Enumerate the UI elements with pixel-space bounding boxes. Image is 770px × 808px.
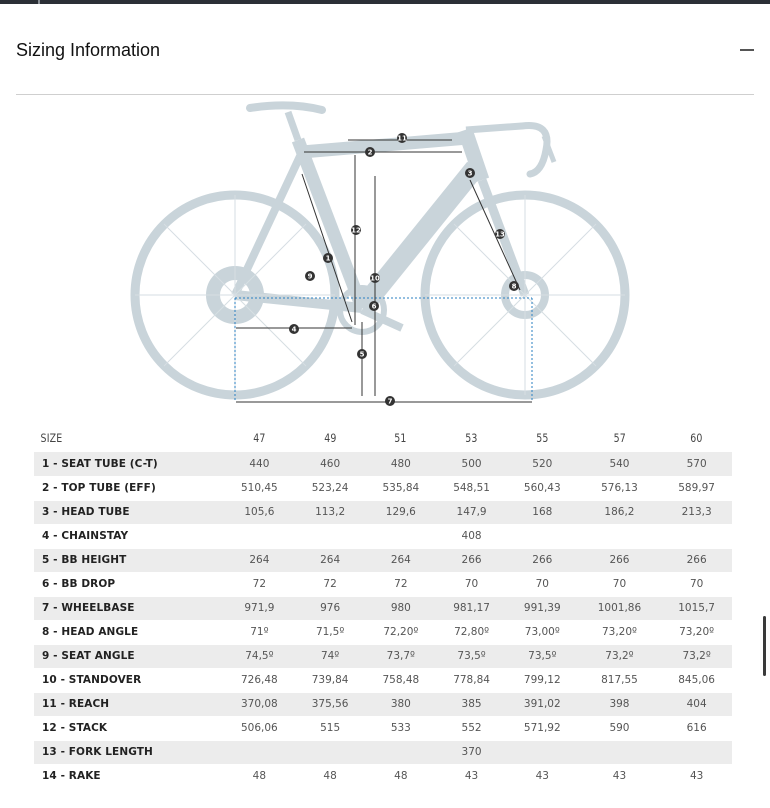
table-row [34, 596, 732, 620]
cell-value: 74,5º [224, 644, 295, 668]
cell-value: 73,20º [578, 620, 662, 644]
cell-value: 540 [578, 452, 662, 476]
cell-value: 72 [295, 572, 366, 596]
size-header: SIZE [40, 431, 63, 445]
size-column-header: 53 [465, 431, 478, 445]
cell-value: 533 [365, 716, 436, 740]
cell-value: 70 [578, 572, 662, 596]
row-label: 4 - CHAINSTAY [34, 524, 224, 548]
seatstay-tube [235, 152, 302, 295]
row-label: 3 - HEAD TUBE [34, 500, 224, 524]
cell-value: 589,97 [661, 476, 732, 500]
row-label: 2 - TOP TUBE (EFF) [34, 476, 224, 500]
cell-value: 571,92 [507, 716, 578, 740]
cell-value: 739,84 [295, 668, 366, 692]
row-label: 7 - WHEELBASE [34, 596, 224, 620]
cell-value: 1001,86 [578, 596, 662, 620]
svg-text:7: 7 [387, 397, 393, 406]
cell-value: 43 [661, 764, 732, 788]
table-row [34, 716, 732, 740]
cell-value: 385 [436, 692, 507, 716]
cell-value [224, 740, 295, 764]
svg-text:5: 5 [359, 350, 365, 359]
cell-value: 71,5º [295, 620, 366, 644]
row-label: 1 - SEAT TUBE (C-T) [34, 452, 224, 476]
cell-value: 440 [224, 452, 295, 476]
cell-value: 70 [507, 572, 578, 596]
cell-value: 460 [295, 452, 366, 476]
cell-value: 213,3 [661, 500, 732, 524]
cell-value [507, 524, 578, 548]
table-header-row [34, 424, 732, 452]
cell-value: 404 [661, 692, 732, 716]
cell-value: 375,56 [295, 692, 366, 716]
cell-value: 480 [365, 452, 436, 476]
bike-geometry-diagram [130, 100, 640, 410]
cell-value: 70 [661, 572, 732, 596]
cell-value: 971,9 [224, 596, 295, 620]
cell-value: 523,24 [295, 476, 366, 500]
cell-value: 73,7º [365, 644, 436, 668]
cell-value: 500 [436, 452, 507, 476]
cell-value: 535,84 [365, 476, 436, 500]
size-column-header: 55 [536, 431, 549, 445]
row-label: 8 - HEAD ANGLE [34, 620, 224, 644]
svg-text:4: 4 [291, 325, 297, 334]
vertical-scrollbar[interactable] [763, 616, 766, 676]
table-row [34, 692, 732, 716]
row-label: 12 - STACK [34, 716, 224, 740]
table-row [34, 476, 732, 500]
saddle [250, 105, 322, 110]
cell-value: 778,84 [436, 668, 507, 692]
cell-value: 264 [365, 548, 436, 572]
svg-text:8: 8 [511, 282, 517, 291]
cell-value: 48 [295, 764, 366, 788]
cell-value: 510,45 [224, 476, 295, 500]
cell-value: 380 [365, 692, 436, 716]
table-row [34, 620, 732, 644]
cell-value: 590 [578, 716, 662, 740]
cell-value: 799,12 [507, 668, 578, 692]
collapse-minus-icon[interactable] [740, 49, 754, 51]
cell-value: 43 [578, 764, 662, 788]
cell-value: 71º [224, 620, 295, 644]
cell-value: 48 [365, 764, 436, 788]
row-label: 13 - FORK LENGTH [34, 740, 224, 764]
svg-text:12: 12 [351, 226, 361, 235]
svg-text:6: 6 [371, 302, 377, 311]
cell-value: 70 [436, 572, 507, 596]
svg-text:2: 2 [367, 148, 373, 157]
cell-value: 398 [578, 692, 662, 716]
cell-value: 72,20º [365, 620, 436, 644]
cell-value [578, 524, 662, 548]
cell-value: 266 [507, 548, 578, 572]
cell-value: 548,51 [436, 476, 507, 500]
row-label: 9 - SEAT ANGLE [34, 644, 224, 668]
cell-value: 266 [661, 548, 732, 572]
cell-value [661, 524, 732, 548]
cell-value: 186,2 [578, 500, 662, 524]
section-divider [16, 94, 754, 95]
cell-value: 758,48 [365, 668, 436, 692]
handlebar-drops [522, 126, 547, 175]
cell-value: 73,00º [507, 620, 578, 644]
row-label: 14 - RAKE [34, 764, 224, 788]
down-tube [362, 168, 475, 308]
sizing-section-header[interactable] [16, 36, 754, 64]
size-column-header: 49 [323, 431, 337, 445]
size-column-header: 57 [613, 431, 626, 445]
cell-value [295, 524, 366, 548]
cell-value [365, 740, 436, 764]
cell-value: 726,48 [224, 668, 295, 692]
cell-value: 266 [578, 548, 662, 572]
row-label: 11 - REACH [34, 692, 224, 716]
cell-value: 981,17 [436, 596, 507, 620]
cell-value: 72 [365, 572, 436, 596]
cell-value: 391,02 [507, 692, 578, 716]
svg-text:1: 1 [325, 254, 331, 263]
table-row [34, 668, 732, 692]
cell-value: 266 [436, 548, 507, 572]
top-bar-marker [38, 0, 40, 4]
cell-value: 43 [507, 764, 578, 788]
cell-value: 370,08 [224, 692, 295, 716]
cell-value: 408 [436, 524, 507, 548]
cell-value: 43 [436, 764, 507, 788]
window-top-bar [0, 0, 770, 4]
size-column-header: 51 [394, 431, 408, 445]
cell-value [578, 740, 662, 764]
cell-value: 980 [365, 596, 436, 620]
table-row [34, 500, 732, 524]
cell-value [295, 740, 366, 764]
cell-value: 48 [224, 764, 295, 788]
cell-value [224, 524, 295, 548]
stem [466, 126, 522, 130]
cell-value: 520 [507, 452, 578, 476]
table-row [34, 452, 732, 476]
size-column-header: 60 [690, 431, 703, 445]
svg-text:9: 9 [307, 272, 313, 281]
cell-value: 264 [295, 548, 366, 572]
cell-value [365, 524, 436, 548]
cell-value: 515 [295, 716, 366, 740]
table-row [34, 644, 732, 668]
geometry-table [34, 424, 732, 789]
cell-value: 576,13 [578, 476, 662, 500]
svg-text:3: 3 [467, 169, 473, 178]
seatpost [288, 112, 298, 140]
cell-value: 74º [295, 644, 366, 668]
cell-value: 506,06 [224, 716, 295, 740]
cell-value: 73,2º [578, 644, 662, 668]
cell-value: 976 [295, 596, 366, 620]
svg-text:11: 11 [397, 134, 407, 143]
cell-value: 113,2 [295, 500, 366, 524]
table-row [34, 764, 732, 788]
table-row [34, 548, 732, 572]
table-row [34, 524, 732, 548]
cell-value: 73,5º [436, 644, 507, 668]
cell-value: 552 [436, 716, 507, 740]
cell-value: 845,06 [661, 668, 732, 692]
cell-value: 147,9 [436, 500, 507, 524]
cell-value: 991,39 [507, 596, 578, 620]
row-label: 5 - BB HEIGHT [34, 548, 224, 572]
cell-value: 72,80º [436, 620, 507, 644]
cell-value: 72 [224, 572, 295, 596]
cell-value: 370 [436, 740, 507, 764]
cell-value: 560,43 [507, 476, 578, 500]
cell-value: 73,5º [507, 644, 578, 668]
cell-value: 817,55 [578, 668, 662, 692]
table-row [34, 740, 732, 764]
cell-value: 616 [661, 716, 732, 740]
cell-value: 264 [224, 548, 295, 572]
cell-value: 105,6 [224, 500, 295, 524]
cell-value: 129,6 [365, 500, 436, 524]
cell-value: 570 [661, 452, 732, 476]
table-row [34, 572, 732, 596]
cell-value: 73,2º [661, 644, 732, 668]
bike-geometry-svg [130, 100, 640, 410]
size-column-header: 47 [253, 431, 266, 445]
row-label: 10 - STANDOVER [34, 668, 224, 692]
cell-value: 1015,7 [661, 596, 732, 620]
row-label: 6 - BB DROP [34, 572, 224, 596]
geometry-table-body [34, 452, 732, 788]
cell-value [507, 740, 578, 764]
bike-silhouette [135, 105, 625, 395]
cell-value: 73,20º [661, 620, 732, 644]
cell-value [661, 740, 732, 764]
cell-value: 168 [507, 500, 578, 524]
section-title: Sizing Information [16, 40, 161, 60]
svg-text:13: 13 [495, 230, 505, 239]
svg-text:10: 10 [370, 274, 380, 283]
